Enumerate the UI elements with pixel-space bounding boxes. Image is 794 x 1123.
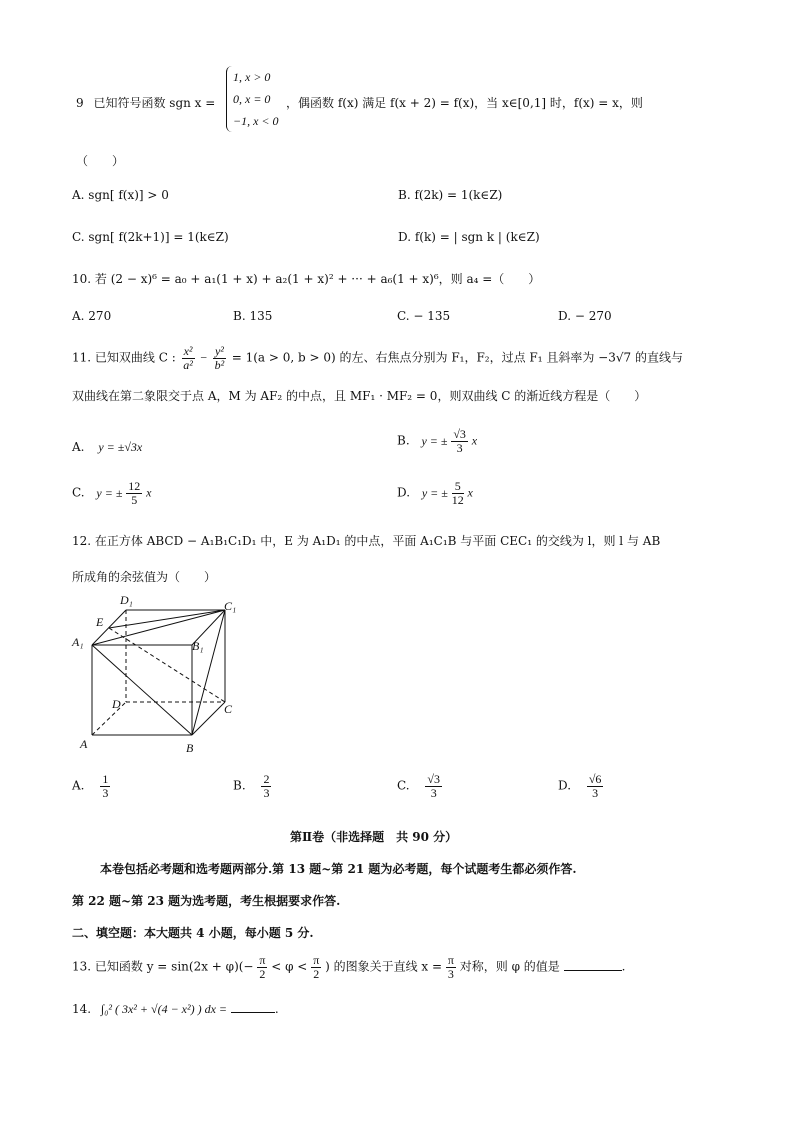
label-d1: D₁: [120, 593, 133, 607]
label-b1: B₁: [192, 639, 204, 653]
q9-stem: [76, 94, 215, 111]
q13-frac-a-num: π: [259, 953, 266, 967]
q11-option-d-post: x: [467, 485, 473, 500]
q10-stem: 10. 若 (2 − x)⁶ = a₀ + a₁(1 + x) + a₂(1 + x)² + ··· + a₆(1 + x)⁶，则 a₄ =（ ）: [72, 272, 541, 286]
q12-option-a-frac: [100, 773, 110, 799]
q9-option-a[interactable]: A. sgn[ f(x)] > 0: [72, 188, 169, 202]
q13-post: 对称，则 φ 的值是: [459, 959, 560, 974]
q13-mid1: < φ <: [271, 959, 308, 974]
q9-answer-paren: （ ）: [76, 154, 125, 168]
q11-frac-x: $\frac{\text{x²}}{\text{a²}}$: [183, 344, 193, 372]
q11-option-c-num: 12: [128, 479, 141, 493]
q9-case-2: 0, x = 0: [233, 92, 271, 106]
q11-option-b[interactable]: [397, 428, 477, 454]
q13-prefix: 13. 已知函数 y = sin(2x + φ)(−: [72, 959, 254, 974]
q13-frac-b-num: π: [313, 953, 320, 967]
q13-frac-x-den: 3: [447, 966, 454, 981]
q11-frac-y: $\frac{\text{y²}}{\text{b²}}$: [214, 344, 225, 372]
q11-condition: = 1(a > 0, b > 0) 的左、右焦点分别为 F₁，F₂，过点 F₁ 且斜率为 −3√7 的直线与: [231, 350, 683, 365]
q12-option-c-frac: [425, 773, 442, 799]
label-a: A: [80, 737, 88, 751]
q11-option-d-den: 12: [451, 492, 464, 507]
q12-option-a-num: 1: [102, 772, 109, 786]
q11-option-b-num: √3: [453, 427, 466, 441]
q9-condition: ，偶函数 f(x) 满足 f(x + 2) = f(x)，当 x∈[0,1] 时，f(x) = x，则: [286, 96, 643, 110]
q13-frac-a-den: 2: [259, 966, 266, 981]
q12-option-d[interactable]: [558, 773, 603, 799]
q11-option-c-frac: [126, 480, 142, 506]
q12-option-b[interactable]: [233, 773, 271, 799]
q11-prefix: 11. 已知双曲线 C :: [72, 350, 176, 365]
q11-option-a[interactable]: [72, 440, 142, 455]
q11-option-d-pre: y = ±: [421, 485, 448, 500]
edge-b-c: [192, 702, 225, 735]
q9-option-b[interactable]: B. f(2k) = 1(k∈Z): [398, 188, 503, 202]
label-d: D: [112, 697, 121, 711]
q12-option-c-num: √3: [427, 772, 440, 786]
section2-intro-line2: 第 22 题~第 23 题为选考题，考生根据要求作答.: [72, 894, 341, 908]
q9-case-1: 1, x > 0: [233, 70, 271, 84]
q12-option-d-num: √6: [588, 772, 602, 786]
q12-option-c-den: 3: [430, 785, 437, 800]
q9-prefix: 已知符号函数 sgn x =: [93, 96, 216, 110]
q13-mid2: ) 的图象关于直线 x =: [325, 959, 443, 974]
q11-option-d-num: 5: [452, 480, 464, 494]
q11-option-d[interactable]: [397, 480, 473, 506]
q14-answer-blank[interactable]: [231, 1012, 275, 1013]
label-b: B: [186, 741, 194, 755]
q12-option-a-den: 3: [102, 785, 109, 800]
q12-option-a-label: A.: [72, 778, 85, 793]
q11-option-c-pre: y = ±: [96, 485, 123, 500]
q9-option-c[interactable]: C. sgn[ f(2k+1)] = 1(k∈Z): [72, 230, 229, 244]
q14-number: 14.: [72, 1002, 92, 1016]
q13-frac-b-den: 2: [313, 966, 320, 981]
q12-option-c[interactable]: [397, 773, 442, 799]
label-c1: C₁: [224, 599, 237, 613]
q13-frac-x: [446, 954, 456, 980]
fill-blank-heading: 二、填空题：本大题共 4 小题，每小题 5 分.: [72, 926, 314, 940]
q10-option-a[interactable]: A. 270: [72, 309, 112, 323]
q11-option-a-value: y = ±√3x: [98, 440, 143, 454]
segment-c1-b: [192, 610, 225, 735]
edge-a-d: [92, 702, 126, 735]
q9-option-d[interactable]: D. f(k) = | sgn k | (k∈Z): [398, 230, 540, 244]
q11-option-c-post: x: [146, 485, 152, 500]
q11-option-c-den: 5: [131, 492, 138, 507]
q12-line1: 12. 在正方体 ABCD − A₁B₁C₁D₁ 中，E 为 A₁D₁ 的中点，平面 A₁C₁B 与平面 CEC₁ 的交线为 l，则 l 与 AB: [72, 534, 661, 548]
q11-option-b-pre: y = ±: [421, 433, 448, 448]
q13-stem: 13. 已知函数 y = sin(2x + φ)(− $\frac{\pi}{2}$ < φ < $\frac{\pi}{2}$ ) 的图象关于直线 x = $\frac{\pi}{3}$ 对称，则 φ 的值是 .: [72, 953, 626, 981]
q13-answer-blank[interactable]: [564, 970, 622, 971]
cube-figure: [70, 590, 250, 760]
label-e: E: [96, 615, 104, 629]
q12-line2: 所成角的余弦值为（ ）: [72, 570, 217, 584]
q12-option-c-label: C.: [397, 778, 410, 793]
q12-option-d-frac: [587, 773, 604, 799]
q12-option-b-den: 3: [263, 785, 270, 800]
section2-intro-line1: 本卷包括必考题和选考题两部分.第 13 题~第 21 题为必考题，每个试题考生都必须作答.: [100, 862, 577, 876]
q13-frac-b: [311, 954, 321, 980]
q11-option-a-label: A.: [72, 440, 85, 454]
q12-option-b-num: 2: [263, 772, 270, 786]
q11-option-b-label: B.: [397, 433, 410, 448]
q9-case-3: −1, x < 0: [233, 114, 279, 128]
q10-option-b[interactable]: B. 135: [233, 309, 273, 323]
q11-option-b-den: 3: [456, 440, 463, 455]
q11-option-c-label: C.: [72, 485, 85, 500]
q12-option-b-frac: [261, 773, 271, 799]
q11-stem: 11. 已知双曲线 C : $\frac{\text{x²}}{\text{a²}}$ − $\frac{\text{y²}}{\text{b²}}$ = 1(a > 0, b > 0) 的左、右焦点分别为 F₁，F₂，过点 F₁ 且斜率为 −3√7 的直线与: [72, 344, 683, 372]
q9-number: 9: [76, 96, 84, 110]
q10-option-c[interactable]: C. − 135: [397, 309, 451, 323]
q13-frac-a: [257, 954, 267, 980]
q9-cases: [226, 66, 279, 132]
label-c: C: [224, 702, 233, 716]
q12-option-b-label: B.: [233, 778, 246, 793]
q13-frac-x-num: π: [447, 953, 454, 967]
q10-option-d[interactable]: D. − 270: [558, 309, 612, 323]
section2-title: 第Ⅱ卷（非选择题 共 90 分）: [290, 830, 458, 844]
q11-option-b-frac: [451, 428, 468, 454]
q11-option-b-post: x: [471, 433, 478, 448]
q11-option-c[interactable]: [72, 480, 151, 506]
segment-a1-b: [92, 645, 192, 735]
q12-option-d-den: 3: [592, 785, 599, 800]
q14-stem: 14. ∫₀² ( 3x² + √(4 − x²) ) dx = .: [72, 1002, 279, 1016]
q14-expression: ∫₀² ( 3x² + √(4 − x²) ) dx =: [100, 1002, 228, 1016]
q12-option-a[interactable]: [72, 773, 110, 799]
q12-option-d-label: D.: [558, 778, 572, 793]
q11-option-d-frac: [452, 480, 464, 506]
label-a1: A₁: [72, 635, 84, 649]
q11-line2: 双曲线在第二象限交于点 A，M 为 AF₂ 的中点，且 MF₁ · MF₂ = 0，则双曲线 C 的渐近线方程是（ ）: [72, 389, 647, 403]
q11-option-d-label: D.: [397, 485, 411, 500]
